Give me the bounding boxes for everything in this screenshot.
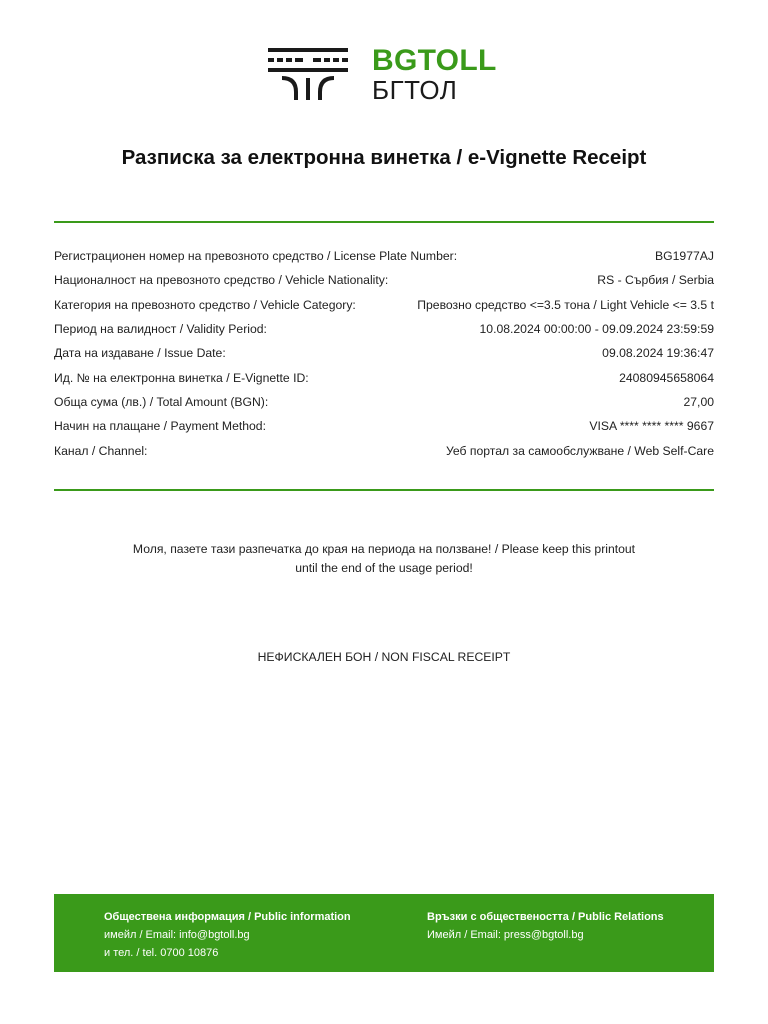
road-toll-icon xyxy=(268,48,350,100)
detail-row-nationality xyxy=(54,268,714,292)
detail-row-payment-method xyxy=(54,414,714,438)
detail-row-category xyxy=(54,293,714,317)
detail-row-channel xyxy=(54,438,714,462)
footer-heading: Връзки с обществеността / Public Relations xyxy=(427,911,664,923)
brand-cyrillic: БГТОЛ xyxy=(372,75,458,105)
detail-row-vignette-id xyxy=(54,365,714,389)
detail-label: Регистрационен номер на превозното средство / License Plate Number: xyxy=(54,249,458,264)
detail-value: RS - Сърбия / Serbia xyxy=(597,273,714,288)
detail-row-license-plate xyxy=(54,244,714,268)
receipt-details xyxy=(54,244,714,463)
detail-value: VISA **** **** **** 9667 xyxy=(589,419,714,434)
detail-label: Категория на превозното средство / Vehicle Category: xyxy=(54,297,356,312)
footer-heading: Обществена информация / Public information xyxy=(104,911,351,923)
detail-value: Уеб портал за самообслужване / Web Self-Care xyxy=(445,443,714,458)
detail-label: Дата на издаване / Issue Date: xyxy=(54,346,226,361)
detail-label: Обща сума (лв.) / Total Amount (BGN): xyxy=(54,394,269,409)
detail-value: 24080945658064 xyxy=(619,370,714,385)
divider-bottom xyxy=(54,489,714,491)
detail-value: BG1977AJ xyxy=(655,249,714,264)
brand-latin: BGTOLL xyxy=(372,44,497,77)
non-fiscal-label: НЕФИСКАЛЕН БОН / NON FISCAL RECEIPT xyxy=(257,650,511,664)
detail-row-issue-date xyxy=(54,341,714,365)
divider-top xyxy=(54,221,714,223)
footer-public-relations xyxy=(427,908,664,944)
detail-label: Начин на плащане / Payment Method: xyxy=(54,419,266,434)
detail-row-validity xyxy=(54,317,714,341)
detail-label: Канал / Channel: xyxy=(54,443,148,458)
detail-value: Превозно средство <=3.5 тона / Light Vehicle <= 3.5 t xyxy=(417,297,714,312)
page-title: Разписка за електронна винетка / e-Vignette Receipt xyxy=(121,146,647,169)
detail-row-total-amount xyxy=(54,390,714,414)
detail-value: 09.08.2024 19:36:47 xyxy=(602,346,714,361)
footer-public-info xyxy=(104,908,351,962)
footer-email[interactable]: имейл / Email: info@bgtoll.bg xyxy=(104,929,250,941)
detail-value: 27,00 xyxy=(683,394,714,409)
detail-label: Ид. № на електронна винетка / E-Vignette ID: xyxy=(54,370,309,385)
detail-value: 10.08.2024 00:00:00 - 09.09.2024 23:59:59 xyxy=(479,322,714,337)
footer-contacts xyxy=(54,894,714,972)
bgtoll-logo xyxy=(268,46,508,106)
brand-wordmark xyxy=(372,46,497,104)
footer-phone: и тел. / tel. 0700 10876 xyxy=(104,947,219,959)
keep-printout-note: Моля, пазете тази разпечатка до края на периода на ползване! / Please keep this printout until the end of the usage period! xyxy=(132,542,636,575)
detail-label: Националност на превозното средство / Vehicle Nationality: xyxy=(54,273,389,288)
detail-label: Период на валидност / Validity Period: xyxy=(54,322,267,337)
footer-email[interactable]: Имейл / Email: press@bgtoll.bg xyxy=(427,929,584,941)
